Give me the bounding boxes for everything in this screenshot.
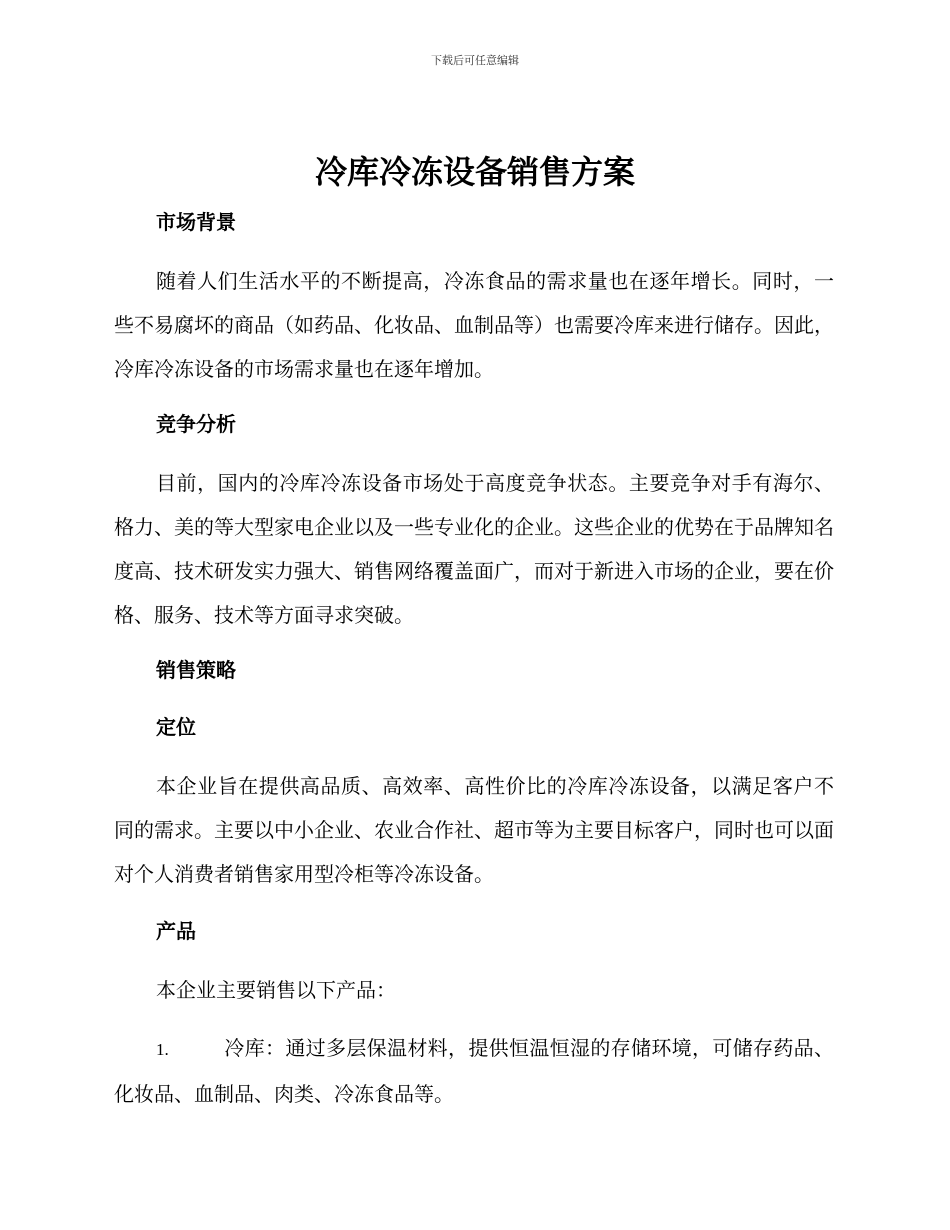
subsection-heading-positioning: 定位: [156, 715, 196, 739]
document-body: [114, 202, 834, 1116]
document-title: 冷库冷冻设备销售方案: [314, 153, 635, 191]
subsection-heading-products: 产品: [156, 919, 196, 943]
paragraph-positioning: 本企业旨在提供高品质、高效率、高性价比的冷库冷冻设备，以满足客户不同的需求。主要以中小企业、农业合作社、超市等为主要目标客户，同时也可以面对个人消费者销售家用型冷柜等冷冻设备。: [114, 774, 834, 886]
list-item-text: 冷库：通过多层保温材料，提供恒温恒湿的存储环境，可储存药品、化妆品、血制品、肉类、冷冻食品等。: [114, 1036, 834, 1106]
list-item-number: 1.: [156, 1040, 169, 1059]
list-item: [114, 1026, 834, 1116]
section-heading-strategy: 销售策略: [156, 658, 236, 682]
page-header-note: 下载后可任意编辑: [431, 54, 519, 67]
paragraph-competition: 目前，国内的冷库冷冻设备市场处于高度竞争状态。主要竞争对手有海尔、格力、美的等大型家电企业以及一些专业化的企业。这些企业的优势在于品牌知名度高、技术研发实力强大、销售网络覆盖面广，而对于新进入市场的企业，要在价格、服务、技术等方面寻求突破。: [114, 471, 834, 627]
paragraph-market: 随着人们生活水平的不断提高，冷冻食品的需求量也在逐年增长。同时，一些不易腐坏的商品（如药品、化妆品、血制品等）也需要冷库来进行储存。因此，冷库冷冻设备的市场需求量也在逐年增加。: [114, 269, 834, 381]
section-heading-competition: 竞争分析: [156, 412, 236, 436]
section-heading-market: 市场背景: [156, 210, 236, 234]
paragraph-products-intro: 本企业主要销售以下产品：: [156, 978, 396, 1002]
